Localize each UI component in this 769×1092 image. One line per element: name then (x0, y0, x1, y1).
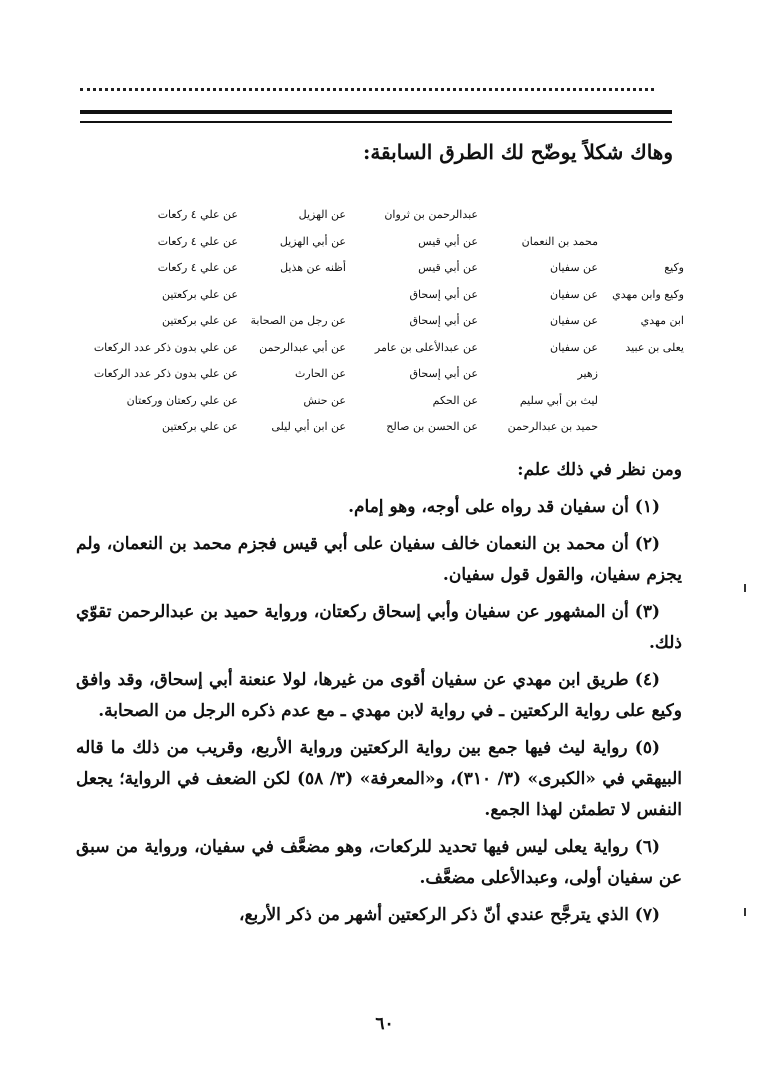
diagram-col3-cell: عن الحسن بن صالح (386, 420, 478, 433)
diagram-col2-cell: محمد بن النعمان (521, 234, 598, 248)
intro-heading: وهاك شكلاً يوضّح لك الطرق السابقة: (362, 140, 673, 164)
lead-line: ومن نظر في ذلك علم: (517, 460, 682, 480)
diagram-col2-cell: عن سفيان (550, 340, 598, 354)
diagram-col4-cell: عن الحارث (295, 367, 346, 380)
diagram-col2-cell: زهير (577, 367, 598, 380)
diagram-col2-cell: عن سفيان (550, 287, 598, 301)
page-number: ٦٠ (375, 1014, 394, 1034)
diagram-col3-cell: عن أبي قيس (418, 261, 478, 274)
diagram-col2-cell: ليث بن أبي سليم (519, 393, 598, 407)
diagram-col5-cell: عن علي بدون ذكر عدد الركعات (93, 367, 238, 380)
diagram-col1-cell: يعلى بن عبيد (625, 340, 684, 354)
diagram-col4-cell: عن ابن أبي ليلى (271, 420, 346, 433)
diagram-col1-cell: وكيع (664, 261, 684, 274)
diagram-col2-cell: حميد بن عبدالرحمن (507, 420, 598, 433)
header-rule-thick (80, 110, 672, 114)
point-6: (٦) رواية يعلى ليس فيها تحديد للركعات، وهو مضعَّف في سفيان، ورواية من سبق عن سفيان أولى، وعبدالأعلى مضعَّف. (76, 837, 682, 888)
dotted-rule (80, 88, 654, 91)
chain-diagram (84, 208, 684, 448)
diagram-col3-cell: عن أبي قيس (418, 234, 478, 248)
header-rule-thin (80, 121, 672, 123)
point-1: (١) أن سفيان قد رواه على أوجه، وهو إمام. (348, 497, 660, 517)
point-7: (٧) الذي يترجَّح عندي أنّ ذكر الركعتين أشهر من ذكر الأربع، (239, 905, 660, 925)
margin-mark (744, 908, 746, 916)
body-text (76, 455, 682, 937)
diagram-col3-cell: عن أبي إسحاق (409, 367, 478, 380)
diagram-col5-cell: عن علي ٤ ركعات (157, 234, 238, 248)
diagram-col1-cell: وكيع وابن مهدي (612, 287, 684, 301)
point-2: (٢) أن محمد بن النعمان خالف سفيان على أبي قيس فجزم محمد بن النعمان، ولم يجزم سفيان، والقول قول سفيان. (76, 534, 682, 585)
diagram-col4-cell: عن أبي الهزيل (279, 234, 346, 248)
diagram-col5-cell: عن علي بركعتين (162, 314, 238, 327)
diagram-col5-cell: عن علي ركعتان وركعتان (126, 393, 238, 407)
diagram-col4-cell: عن أبي عبدالرحمن (259, 340, 346, 354)
diagram-col5-cell: عن علي بدون ذكر عدد الركعات (93, 340, 238, 354)
diagram-col5-cell: عن علي بركعتين (162, 287, 238, 301)
diagram-col5-cell: عن علي ٤ ركعات (157, 261, 238, 274)
point-5: (٥) رواية ليث فيها جمع بين رواية الركعتين ورواية الأربع، وقريب من ذلك ما قاله البيهقي في «الكبرى» (٣/ ٣١٠)، و«المعرفة» (٣/ ٥٨) لكن الضعف في الرواية؛ يجعل النفس لا تطمئن لهذا الجمع. (76, 738, 682, 820)
diagram-col5-cell: عن علي بركعتين (162, 420, 238, 433)
diagram-col4-cell: عن حنش (303, 393, 346, 407)
diagram-col1-cell: ابن مهدي (640, 314, 684, 327)
margin-mark (744, 584, 746, 592)
diagram-col3-cell: عن عبدالأعلى بن عامر (374, 340, 478, 354)
diagram-col3-cell: عن أبي إسحاق (409, 287, 478, 301)
diagram-col4-cell: عن الهزيل (298, 208, 346, 221)
diagram-col4-cell: أظنه عن هذيل (280, 261, 346, 274)
diagram-col2-cell: عن سفيان (550, 261, 598, 274)
point-4: (٤) طريق ابن مهدي عن سفيان أقوى من غيرها، لولا عنعنة أبي إسحاق، وقد وافق وكيع على رواية الركعتين ـ في رواية لابن مهدي ـ مع عدم ذكره الرجل من الصحابة. (76, 670, 682, 721)
diagram-col5-cell: عن علي ٤ ركعات (157, 208, 238, 221)
diagram-col3-cell: عبدالرحمن بن ثروان (384, 208, 478, 221)
diagram-col2-cell: عن سفيان (550, 314, 598, 327)
point-3: (٣) أن المشهور عن سفيان وأبي إسحاق ركعتان، ورواية حميد بن عبدالرحمن تقوّي ذلك. (76, 602, 682, 653)
diagram-col3-cell: عن الحكم (432, 393, 478, 407)
diagram-col4-cell: عن رجل من الصحابة (250, 314, 346, 327)
diagram-col3-cell: عن أبي إسحاق (409, 314, 478, 327)
